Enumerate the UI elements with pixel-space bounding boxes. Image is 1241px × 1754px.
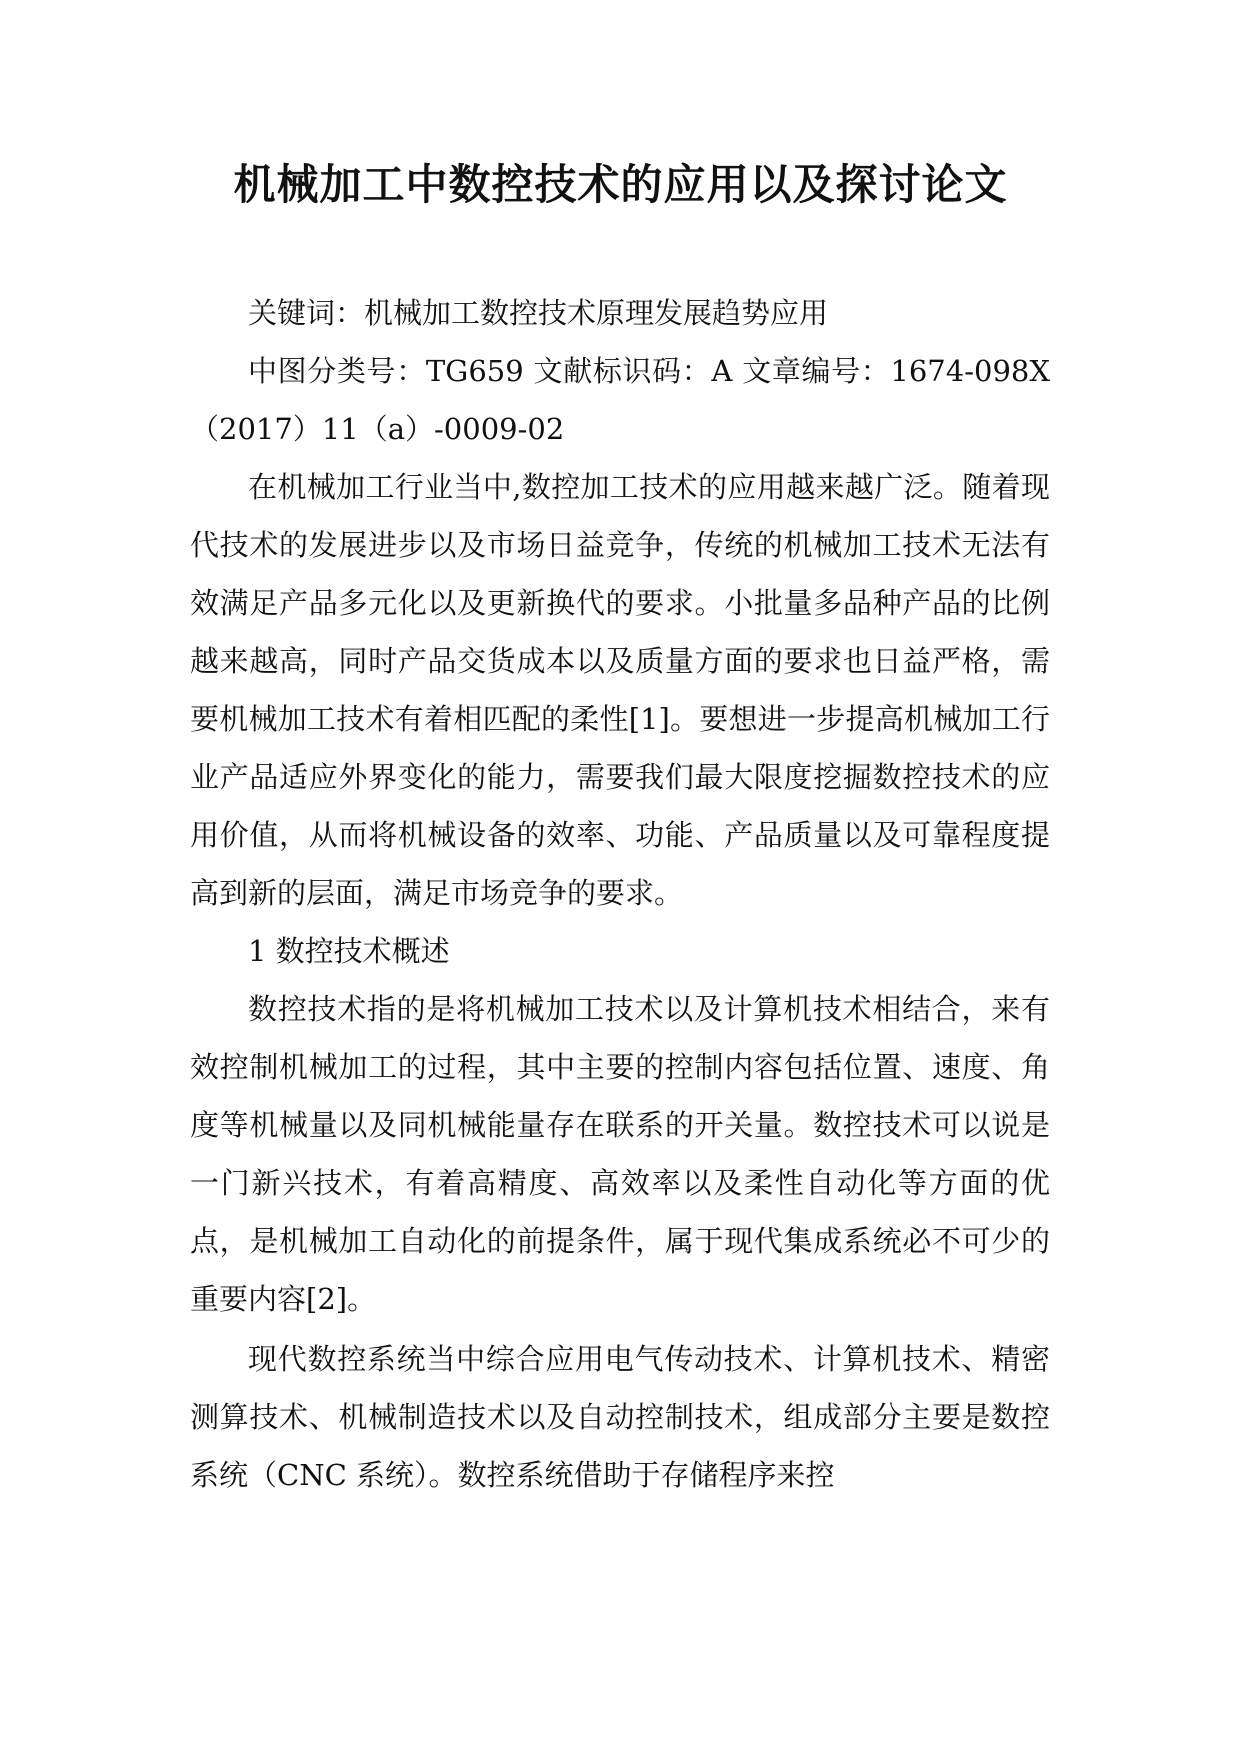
body-paragraph: 现代数控系统当中综合应用电气传动技术、计算机技术、精密测算技术、机械制造技术以及自动控制技术，组成部分主要是数控系统（CNC 系统）。数控系统借助于存储程序来控 bbox=[190, 1342, 1050, 1492]
intro-paragraph: 在机械加工行业当中,数控加工技术的应用越来越广泛。随着现代技术的发展进步以及市场日益竞争，传统的机械加工技术无法有效满足产品多元化以及更新换代的要求。小批量多品种产品的比例越来越高，同时产品交货成本以及质量方面的要求也日益严格，需要机械加工技术有着相匹配的柔性[1]。要想进一步提高机械加工行业产品适应外界变化的能力，需要我们最大限度挖掘数控技术的应用价值，从而将机械设备的效率、功能、产品质量以及可靠程度提高到新的层面，满足市场竞争的要求。 bbox=[190, 470, 1050, 910]
body-paragraph: 数控技术指的是将机械加工技术以及计算机技术相结合，来有效控制机械加工的过程，其中主要的控制内容包括位置、速度、角度等机械量以及同机械能量存在联系的开关量。数控技术可以说是一门新兴技术，有着高精度、高效率以及柔性自动化等方面的优点，是机械加工自动化的前提条件，属于现代集成系统必不可少的重要内容[2]。 bbox=[190, 992, 1050, 1316]
keywords-line: 关键词：机械加工数控技术原理发展趋势应用 bbox=[248, 296, 829, 330]
section-heading: 1 数控技术概述 bbox=[248, 934, 450, 968]
document-body bbox=[190, 284, 1050, 1504]
document-title: 机械加工中数控技术的应用以及探讨论文 bbox=[233, 160, 1008, 209]
classification-line: 中图分类号：TG659 文献标识码：A 文章编号：1674-098X（2017）11（a）-0009-02 bbox=[190, 354, 1050, 446]
